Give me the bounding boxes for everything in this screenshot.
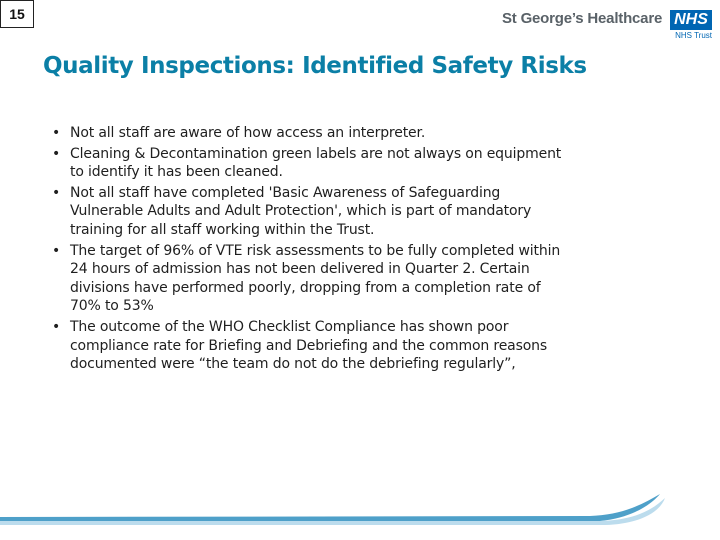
- bullet-item-who-checklist: [52, 318, 672, 374]
- bullet-list: [52, 124, 672, 376]
- brand-name: St George’s Healthcare: [502, 10, 663, 27]
- swoosh-band: [0, 494, 660, 521]
- bullet-text: The target of 96% of VTE risk assessments to be fully completed within 24 hours of admission has not been delivered in Quarter 2. Certain divisions have performed poorly, dropping from a completion rate of 70% to 53%: [70, 242, 561, 315]
- trust-logo: [502, 10, 712, 44]
- bullet-icon: •: [52, 145, 61, 162]
- bullet-item-cleaning: [52, 145, 672, 182]
- bottom-swoosh-decoration: [0, 488, 720, 528]
- bullet-text: The outcome of the WHO Checklist Compliance has shown poor compliance rate for Briefing and Debriefing and the common reasons documented were “the team do not do the debriefing regularly”,: [70, 318, 548, 373]
- nhs-logo: NHS: [670, 10, 712, 30]
- bullet-text: Not all staff are aware of how access an interpreter.: [70, 125, 426, 141]
- bullet-text: Not all staff have completed 'Basic Awareness of Safeguarding Vulnerable Adults and Adult Protection', which is part of mandatory training for all staff working within the Trust.: [70, 184, 532, 238]
- bullet-item-safeguarding: [52, 184, 672, 240]
- bullet-icon: •: [52, 318, 61, 335]
- page-title: Quality Inspections: Identified Safety Risks: [43, 53, 587, 79]
- bullet-icon: •: [52, 242, 61, 259]
- bullet-icon: •: [52, 184, 61, 201]
- nhs-trust-label: NHS Trust: [675, 31, 712, 40]
- slide-number: 15: [0, 0, 34, 28]
- bullet-item-interpreter: [52, 124, 672, 143]
- bullet-icon: •: [52, 125, 61, 141]
- bullet-text: Cleaning & Decontamination green labels are not always on equipment to identify it has been cleaned.: [70, 145, 562, 181]
- bullet-item-vte: [52, 242, 672, 316]
